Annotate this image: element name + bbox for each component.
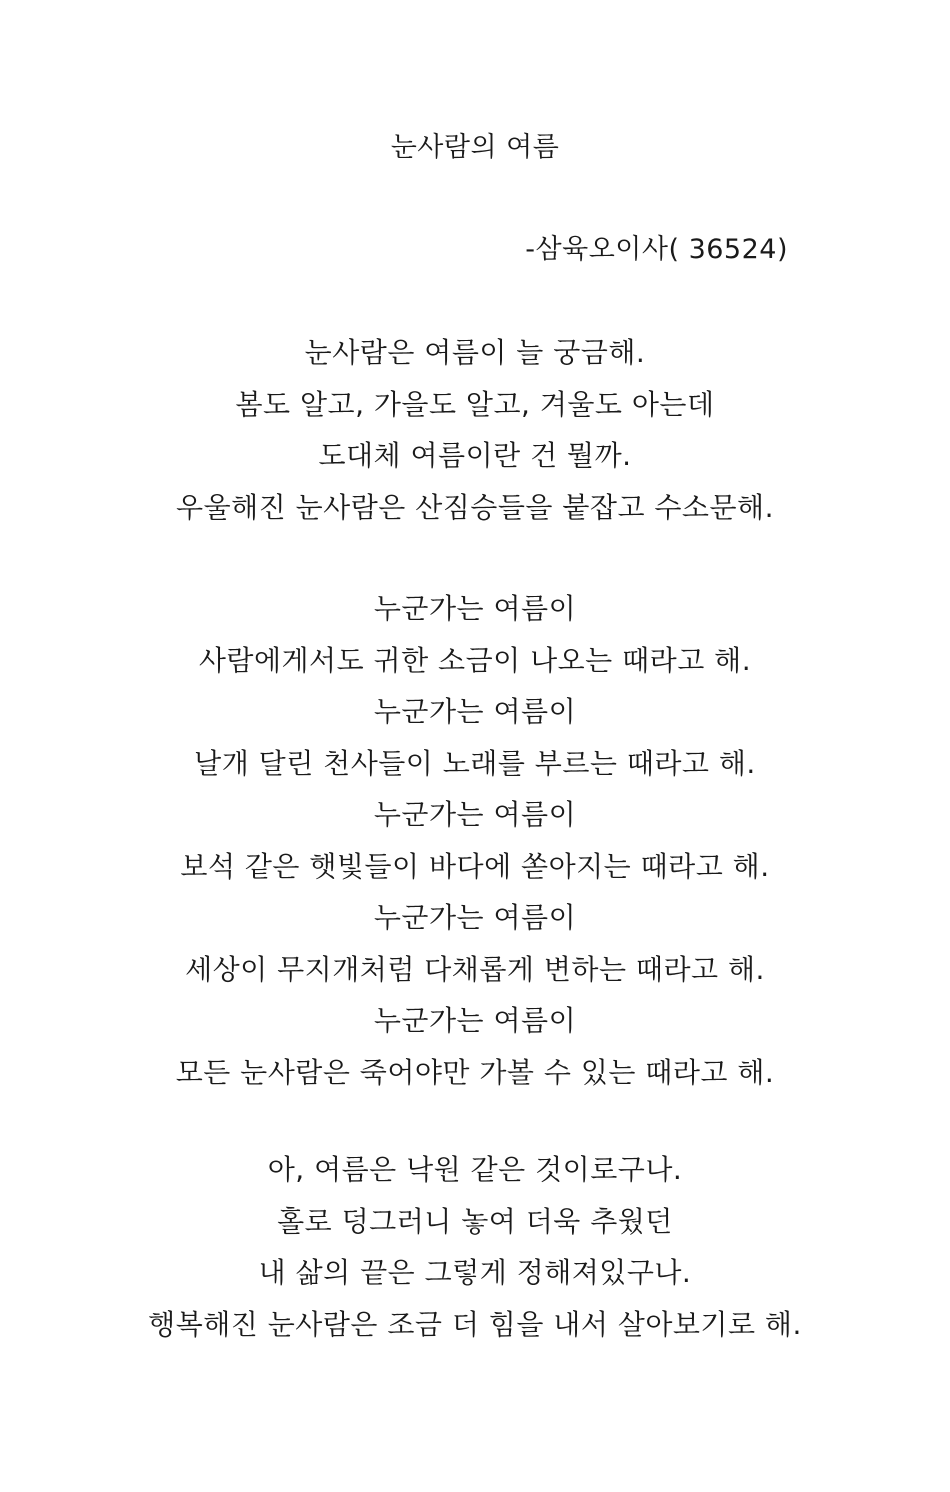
stanza-2 bbox=[0, 583, 950, 1098]
poem-author: -삼육오이사( 36524) bbox=[525, 234, 788, 265]
poem-line: 행복해진 눈사람은 조금 더 힘을 내서 살아보기로 해. bbox=[148, 1307, 802, 1341]
poem-line: 누군가는 여름이 bbox=[373, 1004, 577, 1037]
poem-line: 누군가는 여름이 bbox=[373, 592, 577, 625]
poem-title: 눈사람의 여름 bbox=[390, 132, 560, 163]
poem-line: 모든 눈사람은 죽어야만 가볼 수 있는 때라고 해. bbox=[175, 1055, 775, 1089]
poem-line: 날개 달린 천사들이 노래를 부르는 때라고 해. bbox=[194, 746, 756, 780]
poem-line: 내 삶의 끝은 그렇게 정해져있구나. bbox=[258, 1256, 692, 1289]
poem-line: 누군가는 여름이 bbox=[373, 901, 577, 934]
poem-line: 보석 같은 햇빛들이 바다에 쏟아지는 때라고 해. bbox=[180, 849, 770, 883]
poem-line: 아, 여름은 낙원 같은 것이로구나. bbox=[267, 1153, 683, 1186]
poem-line: 눈사람은 여름이 늘 궁금해. bbox=[304, 336, 646, 369]
poem-line: 홀로 덩그러니 놓여 더욱 추웠던 bbox=[277, 1204, 673, 1238]
poem-line: 사람에게서도 귀한 소금이 나오는 때라고 해. bbox=[198, 643, 752, 677]
poem-line: 세상이 무지개처럼 다채롭게 변하는 때라고 해. bbox=[185, 952, 765, 986]
poem-line: 누군가는 여름이 bbox=[373, 798, 577, 831]
poem-line: 누군가는 여름이 bbox=[373, 695, 577, 728]
stanza-3 bbox=[0, 1144, 950, 1350]
stanza-1 bbox=[0, 327, 950, 533]
poem-line: 봄도 알고, 가을도 알고, 겨울도 아는데 bbox=[235, 387, 715, 421]
poem-line: 도대체 여름이란 건 뭘까. bbox=[318, 439, 632, 472]
poem-line: 우울해진 눈사람은 산짐승들을 붙잡고 수소문해. bbox=[176, 490, 774, 524]
